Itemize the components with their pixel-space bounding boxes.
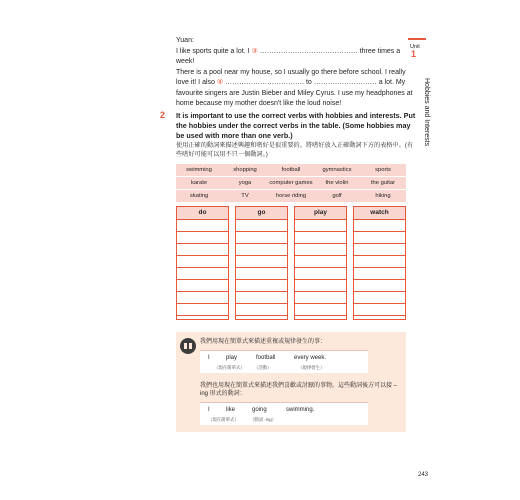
verb-column-header: do — [177, 207, 228, 220]
answer-line[interactable] — [354, 232, 405, 244]
answer-line[interactable] — [354, 292, 405, 304]
answer-line[interactable] — [177, 232, 228, 244]
answer-line[interactable] — [295, 220, 346, 232]
unit-title: Hobbies and Interests — [423, 78, 430, 147]
hobby-row — [176, 189, 406, 202]
answer-line[interactable] — [236, 304, 287, 316]
answer-line[interactable] — [295, 268, 346, 280]
answer-line[interactable] — [236, 268, 287, 280]
answer-line[interactable] — [295, 316, 346, 327]
answer-line[interactable] — [354, 304, 405, 316]
hobby-word: golf — [332, 193, 342, 199]
answer-line[interactable] — [236, 232, 287, 244]
blank-number-4: ④ — [216, 79, 224, 86]
passage-line: There is a pool near my house, so I usually go there before school. I really — [176, 68, 406, 76]
hobby-row — [176, 176, 406, 189]
example-word: going — [252, 407, 267, 413]
answer-line[interactable] — [236, 316, 287, 327]
answer-line[interactable] — [177, 292, 228, 304]
answer-line[interactable] — [354, 244, 405, 256]
answer-line[interactable] — [236, 280, 287, 292]
example-note: （現在簡單式） — [208, 417, 239, 422]
example-word: swimming. — [286, 407, 315, 413]
answer-line[interactable] — [295, 292, 346, 304]
example-word: every week. — [294, 355, 327, 361]
example-word: I — [208, 355, 210, 361]
passage-line: Yuan: — [176, 37, 194, 44]
answer-line[interactable] — [295, 280, 346, 292]
answer-line[interactable] — [177, 220, 228, 232]
answer-line[interactable] — [354, 220, 405, 232]
grammar-note-1: 我們用現在簡單式來描述重複或規律發生的事： — [200, 339, 327, 345]
grammar-note-2: 我們也用現在簡單式來描述我們喜歡或討厭的事物。這些動詞後方可以接 –ing 形式的動詞： — [200, 383, 398, 397]
example-word: play — [226, 355, 238, 361]
question-instructions: It is important to use the correct verbs with hobbies and interests. Put the hobbies under the correct verbs in the table. (Some hobbies may be used with more than one verb.) — [176, 111, 416, 140]
book-icon — [180, 338, 196, 354]
example-word: football — [256, 355, 276, 361]
answer-line[interactable] — [236, 292, 287, 304]
unit-number: 1 — [411, 49, 417, 59]
answer-line[interactable] — [295, 232, 346, 244]
verb-column-do — [176, 206, 229, 320]
example-word: I — [208, 407, 210, 413]
hobby-word: the guitar — [370, 180, 396, 186]
hobby-word: horse riding — [275, 193, 307, 199]
blank-number-3: ③ — [251, 47, 258, 55]
question-number: 2 — [160, 110, 166, 120]
answer-line[interactable] — [295, 244, 346, 256]
answer-line[interactable] — [295, 256, 346, 268]
unit-accent-bar — [408, 38, 426, 40]
hobby-word: karate — [190, 180, 208, 186]
hobby-word: TV — [241, 193, 249, 199]
hobby-word: gymnastics — [322, 167, 352, 173]
verb-column-header: go — [236, 207, 287, 220]
hobby-row — [176, 164, 406, 176]
hobby-word: shopping — [233, 167, 257, 173]
page-number: 243 — [418, 472, 429, 478]
verb-column-header: play — [295, 207, 346, 220]
answer-line[interactable] — [177, 268, 228, 280]
example-word: like — [226, 407, 236, 413]
passage-line: home because my mother doesn't like the loud noise! — [176, 100, 342, 107]
passage-line: love it! I also ④ ……………………………. to ……………………… a lot. My — [176, 79, 406, 86]
hobby-word: skating — [189, 193, 209, 199]
grammar-example-1 — [200, 350, 368, 373]
verb-column-watch — [353, 206, 406, 320]
grammar-example-2 — [200, 402, 368, 425]
verb-column-header: watch — [354, 207, 405, 220]
hobby-word: sports — [375, 167, 391, 173]
example-note: （現在簡單式） — [214, 365, 245, 370]
example-note: （動詞 -ing） — [250, 417, 277, 422]
hobby-word: yoga — [238, 180, 252, 186]
answer-line[interactable] — [236, 244, 287, 256]
hobby-word: football — [281, 167, 301, 173]
hobby-word: hiking — [375, 193, 391, 199]
answer-line[interactable] — [177, 304, 228, 316]
verb-column-play — [294, 206, 347, 320]
answer-line[interactable] — [177, 316, 228, 327]
hobby-word: computer games — [269, 180, 313, 186]
answer-line[interactable] — [236, 220, 287, 232]
answer-line[interactable] — [177, 244, 228, 256]
verb-column-go — [235, 206, 288, 320]
example-note: （規律發生） — [298, 365, 325, 370]
hobby-word-box — [176, 164, 406, 202]
answer-line[interactable] — [236, 256, 287, 268]
answer-line[interactable] — [177, 280, 228, 292]
answer-line[interactable] — [354, 280, 405, 292]
hobby-word: the violin — [325, 180, 349, 186]
hobby-word: swimming — [186, 167, 212, 173]
example-note: （活動） — [254, 365, 272, 370]
answer-line[interactable] — [177, 256, 228, 268]
unit-label: Unit — [410, 44, 420, 50]
verb-table — [176, 206, 406, 320]
answer-line[interactable] — [295, 304, 346, 316]
grammar-note-box — [176, 332, 406, 432]
answer-line[interactable] — [354, 268, 405, 280]
answer-line[interactable] — [354, 256, 405, 268]
question-instructions-chinese: 使用正確的動詞來描述興趣和嗜好是很重要的。將嗜好放入正確動詞下方的表格中。(有些嗜好可能可以用不只一個動詞。) — [176, 142, 414, 158]
passage-line: I like sports quite a lot. I ③ …………………………………… three times a week! — [176, 47, 401, 65]
answer-line[interactable] — [354, 316, 405, 327]
passage-line: favourite singers are Justin Bieber and Miley Cyrus. I use my headphones at — [176, 89, 413, 97]
